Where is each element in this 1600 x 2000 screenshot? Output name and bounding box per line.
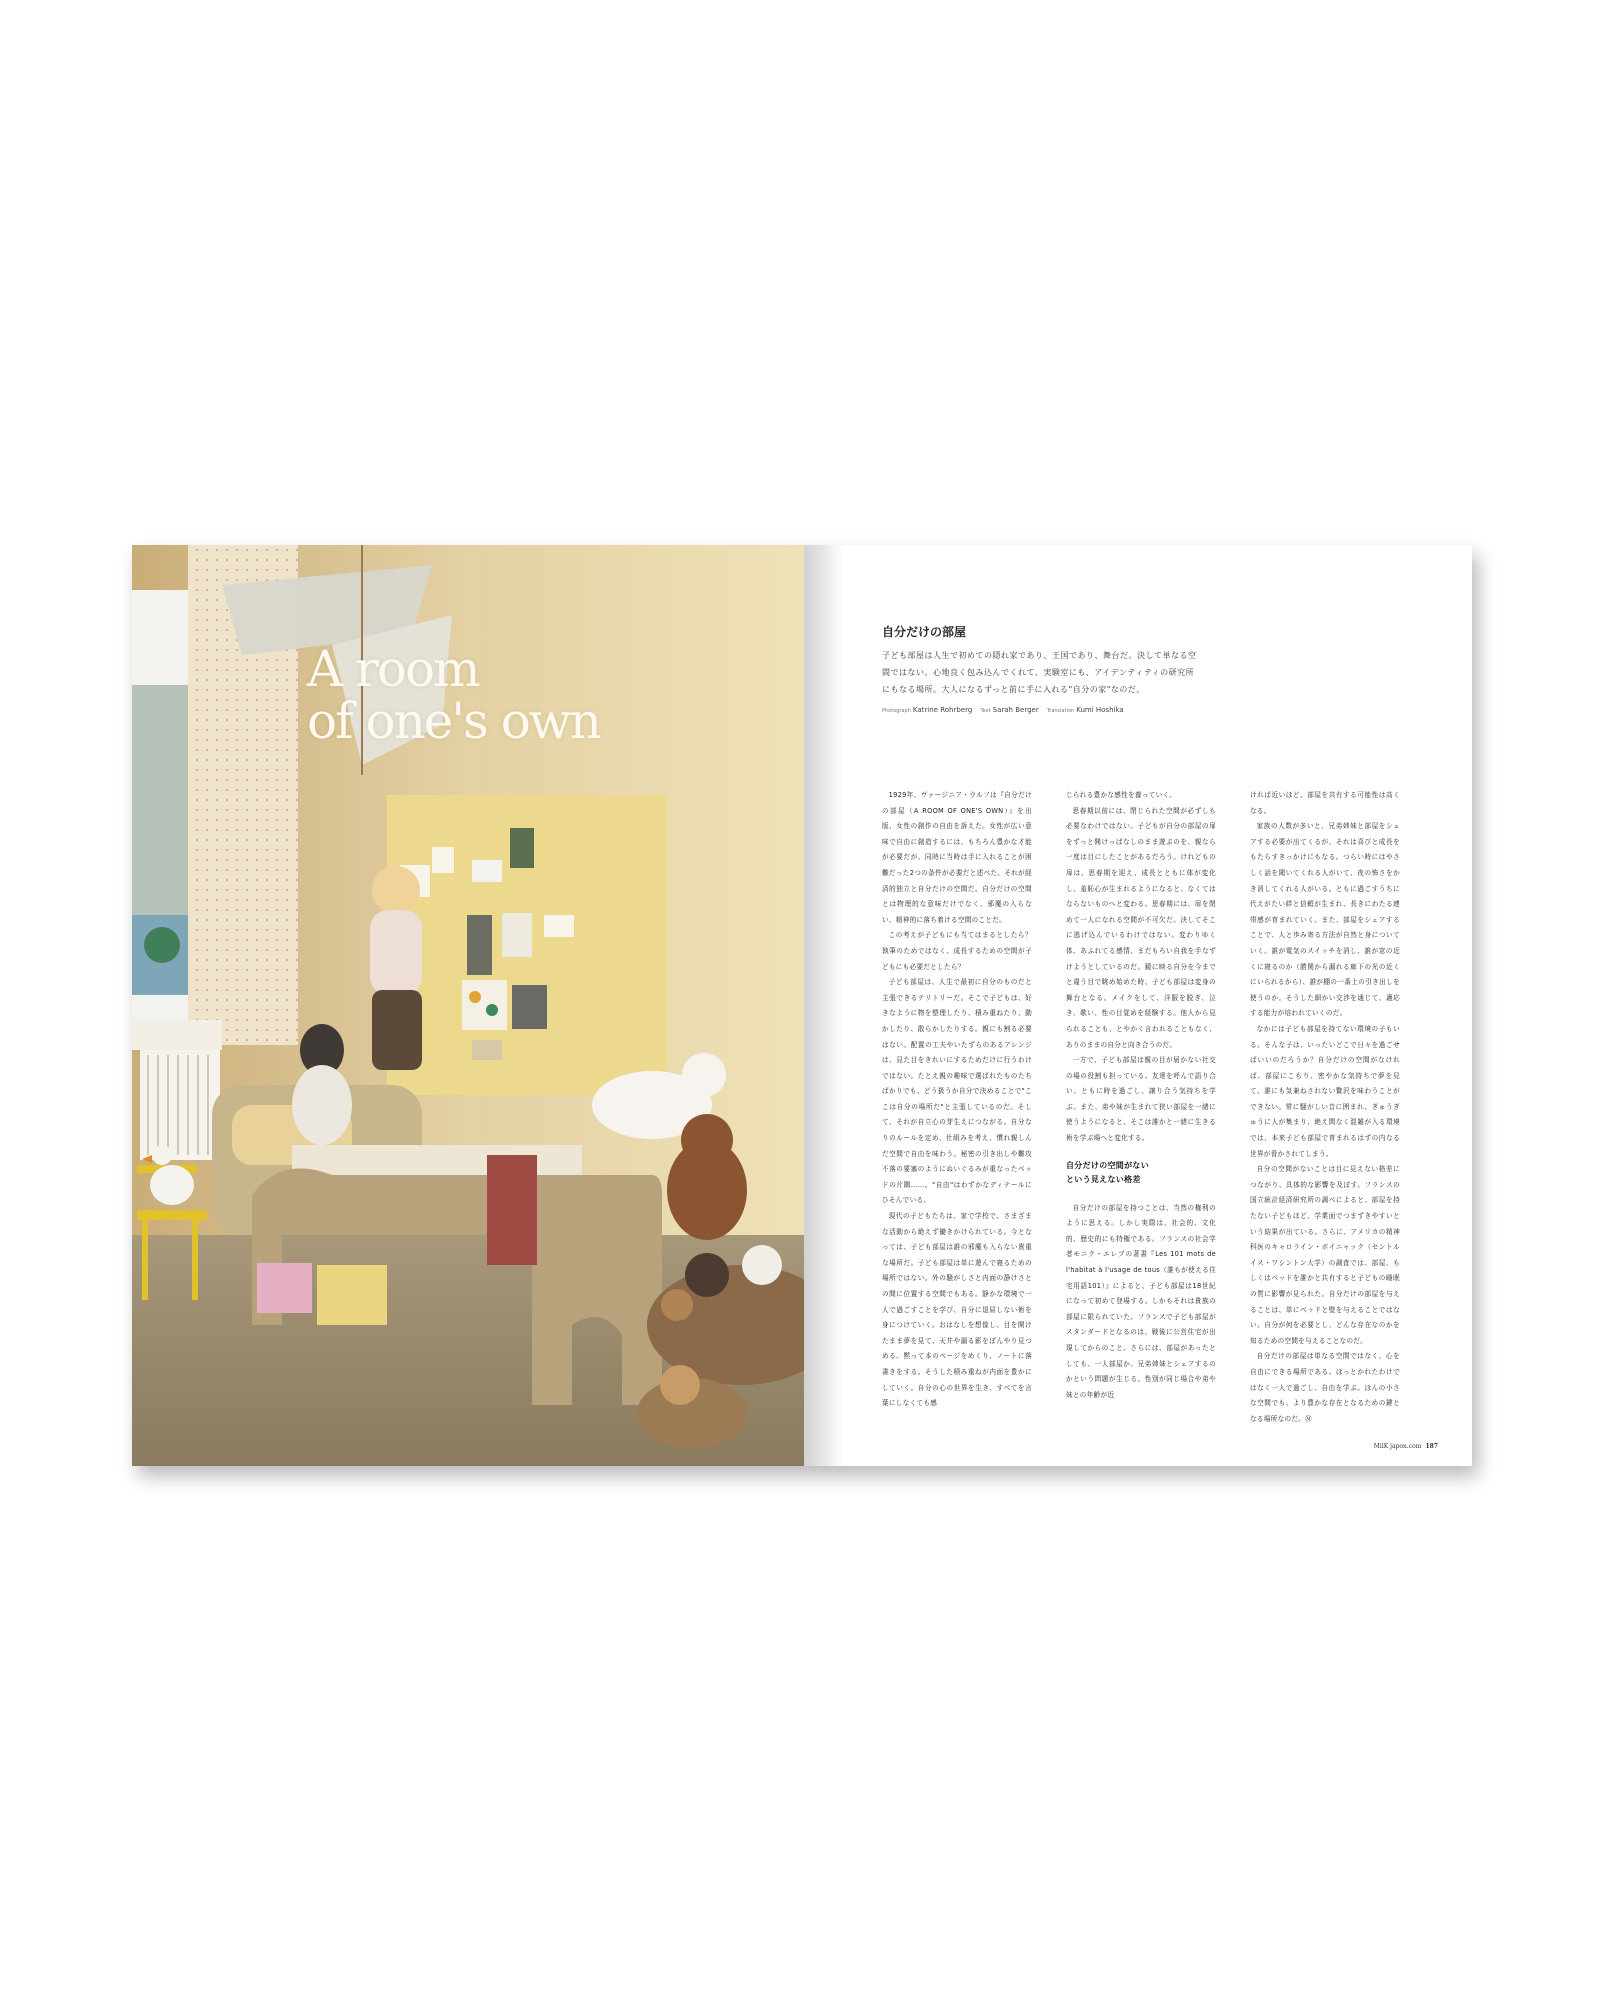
headline-line-2: of one's own bbox=[307, 692, 600, 750]
body-paragraph: 現代の子どもたちは、家で学校で、さまざまな活動から絶えず働きかけられている。今となっては、子ども部屋は誰の邪魔も入らない貴重な場所だ。子ども部屋は単に遊んで寝るための場所ではない。外の騒がしさと内面の静けさとの間に位置する空間でもある。静かな環境で一人で過ごすことを学び、自分に退屈しない術を身につけていく。おはなしを想像し、目を開けたまま夢を見て、天井や漏る影をぼんやり見つめる。黙って本のページをめくり、ノートに落書きをする。そうした積み重ねが内面を豊かにしていく。自分の心の世界を生き、すべてを言葉にしなくても感 bbox=[882, 1212, 1032, 1408]
text-page bbox=[804, 545, 1472, 1466]
folio-site: MilK japon.com bbox=[1373, 1443, 1422, 1450]
body-paragraph: 1929年、ヴァージニア・ウルフは『自分だけの部屋（A ROOM OF ONE'S OWN）』を出版、女性の創作の自由を訴えた。女性が広い意味で自由に創造するには、もちろん豊かな才能が必要だが、同時に当時は手に入れることが困難だった2つの条件が必要だと述べた。それが経済的独立と自分だけの空間だ。自分だけの空間とは物理的な意味だけでなく、邪魔の入らない、精神的に落ち着ける空間のことだ。 bbox=[882, 791, 1032, 924]
credit-label: Photograph bbox=[882, 708, 911, 714]
body-paragraph: ければ近いほど、部屋を共有する可能性は高くなる。 bbox=[1250, 791, 1400, 815]
body-column-3 bbox=[1250, 788, 1400, 1427]
body-paragraph: 自分の空間がないことは目に見えない格差につながり、具体的な影響を及ぼす。フランスの国立統計経済研究所の調べによると、部屋を持たない子どもほど、学業面でつまずきやすいという結果が出ている。さらに、アメリカの精神科医のキャロライン・ボイニャック（セントルイス・ワシントン大学）の調査では、部屋、もしくはベッドを誰かと共有すると子どもの睡眠の質に影響が見られた。自分だけの部屋を与えることは、単にベッドと壁を与えることではない。自分が何を必要とし、どんな存在なのかを知るための空間を与えることなのだ。 bbox=[1250, 1165, 1400, 1345]
body-column-1 bbox=[882, 788, 1032, 1412]
credit-name: Kumi Hoshika bbox=[1076, 706, 1124, 714]
body-paragraph: 自分だけの部屋を持つことは、当然の権利のように思える。しかし実際は、社会的、文化的、歴史的にも特権である。フランスの社会学者モニク・エレブの著書『Les 101 mots de l'habitat à l'usage de tous（誰もが使える住宅用語101）』によると、子ども部屋は18世紀になって初めて登場する。しかもそれは貴族の部屋に限られていた。フランスで子ども部屋がスタンダードとなるのは、戦後に公営住宅が出現してからのこと。さらには、部屋があったとしても、一人部屋か、兄弟姉妹とシェアするのかという問題が生じる。性別が同じ場合や弟や妹との年齢が近 bbox=[1066, 1203, 1216, 1399]
body-paragraph: 思春期以前には、閉じられた空間が必ずしも必要なわけではない。子どもが自分の部屋の扉をずっと開けっぱなしのまま遊ぶのを、親なら一度は目にしたことがあるだろう。けれどもの扉は、思春期を迎え、成長とともに体が変化し、羞恥心が生まれるようになると、なくてはならないものへと変わる。思春期には、扉を閉めて一人になれる空間が不可欠だ。決してそこに逃げ込んでいるわけではない。変わりゆく体、あふれてる感情、まだもろい自我を手なずけようとしているのだ。鏡に映る自分を今までと違う目で眺め始めた時、子ども部屋は変身の舞台となる。メイクをして、洋服を脱ぎ、泣き、歌い、性の目覚めを経験する。他人から見られることも、とやかく言われることもなく、ありのままの自分と向き合うのだ。 bbox=[1066, 806, 1216, 1049]
subheading-line-1: 自分だけの空間がない bbox=[1066, 1160, 1149, 1170]
credit-label: Translation bbox=[1046, 708, 1075, 714]
body-column-2 bbox=[1066, 788, 1216, 1403]
subheading-line-2: という見えない格差 bbox=[1066, 1174, 1141, 1184]
subheading bbox=[1066, 1159, 1216, 1187]
body-paragraph: なかには子ども部屋を持てない環境の子もいる。そんな子は、いったいどこで日々を過ごせばいいのだろうか？自分だけの空間がなければ、部屋にこもり、密やかな気持ちで夢を見て、誰にも気兼ねされない贅沢を味わうことができない。常に騒がしい音に囲まれ、ぎゅうぎゅうに人が集まり、絶え間なく混雑が入る環境では、本来子ども部屋で育まれるはずの内なる世界が脅かされてしまう。 bbox=[1250, 1024, 1400, 1158]
body-paragraph: 家族の人数が多いと、兄弟姉妹と部屋をシェアする必要が出てくるが、それは喜びと成長をもたらすきっかけにもなる。つらい時にはやさしく話を聞いてくれる人がいて、夜の怖さをかき消してくれる人がいる。ともに過ごすうちに代えがたい絆と信頼が生まれ、長きにわたる連帯感が育まれていく。また、部屋をシェアすることで、人と歩み寄る方法が自然と身についていく。誰が電気のスイッチを消し、誰が窓の近くに寝るのか（勝関から漏れる廊下の光の近くにいられるから）、誰が棚の一番上の引き出しを使うのか。そうした細かい交渉を通じて、適応する能力が培われていくのだ。 bbox=[1250, 822, 1400, 1018]
body-paragraph: 子ども部屋は、人生で最初に自分のものだと主張できるテリトリーだ。そこで子どもは、好きなように物を整理したり、積み重ねたり、動かしたり、散らかしたりする。親にも割る必要はない。配置の工夫やいたずらのあるアレンジは、見た目をきれいにするためだけに行うわけではない。たとえ親の趣味で選ばれたものたちばかりでも、どう扱うか自分で決めることで"ここは自分の場所だ"と主張しているのだ。そして、それが自立心の芽生えにつながる。自分なりのルールを定め、仕組みを考え、慣れ親しんだ空間で自由を味わう。秘密の引き出しや難攻不落の要塞のようにぬいぐるみが重なったベッドの片隅……。"自由"はわずかなディテールにひそんでいる。 bbox=[882, 978, 1032, 1205]
lead-paragraph: 子ども部屋は人生で初めての隠れ家であり、王国であり、舞台だ。決して単なる空間ではない。心地良く包み込んでくれて、実験室にも、アイデンティティの研究所にもなる場所。大人になるずっと前に手に入れる"自分の家"なのだ。 bbox=[882, 651, 1197, 694]
credit-name: Sarah Berger bbox=[992, 706, 1039, 714]
body-paragraph: この考えが子どもにも当てはまるとしたら？執筆のためではなく、成長するための空間が子どもにも必要だとしたら？ bbox=[882, 931, 1032, 971]
credit-label: Text bbox=[980, 708, 991, 714]
body-paragraph: じられる豊かな感性を養っていく。 bbox=[1066, 791, 1177, 799]
credits bbox=[882, 706, 1130, 714]
page-folio bbox=[1374, 1443, 1438, 1450]
body-paragraph: 自分だけの部屋は単なる空間ではなく、心を自由にできる場所である。ほっとかれたわけではなく一人で過ごし、自由を学ぶ。ほんの小さな空間でも、より豊かな存在となるための鍵となる場所なのだ。Ⓜ bbox=[1250, 1352, 1400, 1423]
headline-line-1: A room bbox=[307, 640, 479, 698]
magazine-spread bbox=[132, 545, 1472, 1466]
body-paragraph: 一方で、子ども部屋は親の目が届かない社交の場の役割も担っている。友達を呼んで語り合い、ともに時を過ごし、譲り合う気持ちを学ぶ。また、弟や妹が生まれて狭い部屋を一緒に使うようになると、そこは誰かと一緒に生きる術を学ぶ場へと変化する。 bbox=[1066, 1056, 1216, 1143]
page-number: 187 bbox=[1425, 1443, 1438, 1450]
spine-shadow bbox=[804, 545, 844, 1466]
headline bbox=[307, 640, 627, 750]
photo-page bbox=[132, 545, 804, 1466]
credit-name: Katrine Rohrberg bbox=[912, 706, 973, 714]
section-title: 自分だけの部屋 bbox=[882, 625, 967, 639]
